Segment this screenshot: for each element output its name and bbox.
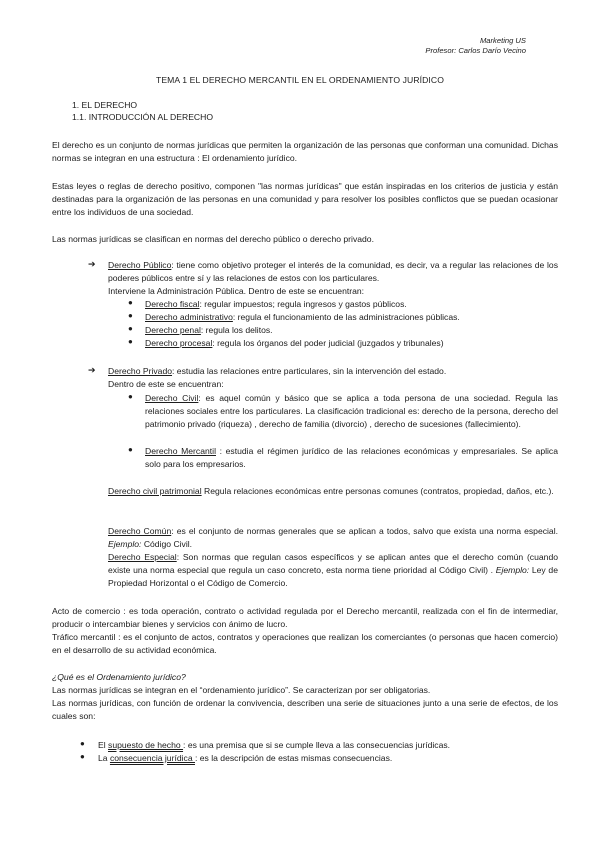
paragraph-definition: El derecho es un conjunto de normas jurídicas que permiten la organización de las personas que conforman una comunidad. Dichas normas se integran en una estructura : El ordenamiento jurídico.	[52, 140, 558, 163]
bullet-icon: ●	[80, 752, 85, 761]
arrow-icon: ➔	[88, 259, 96, 269]
list-item	[145, 298, 558, 311]
privado-term: Derecho Privado	[108, 366, 173, 376]
arrow-icon: ➔	[88, 365, 96, 375]
trafico-mercantil-paragraph: Tráfico mercantil : es el conjunto de actos, contratos y operaciones que realizan los comerciantes (o personas que hacen comercio) en el desarrollo de su actividad económica.	[52, 632, 558, 655]
comun-text: : es el conjunto de normas generales que se aplican a todos, salvo que exista una norma especial.	[171, 526, 559, 536]
ejemplo-text: Ley de Propiedad Horizontal o el Código de Comercio.	[108, 564, 558, 588]
item-text: : es la descripción de estas mismas consecuencias.	[194, 753, 393, 763]
paragraph-leyes: Estas leyes o reglas de derecho positivo, componen "las normas jurídicas" que están inspiradas en los criterios de justicia y están destinadas para la organización de las personas en una comunidad y para resolver los posibles conflictos que se puedan ocasionar entre los individuos de una sociedad.	[52, 181, 558, 217]
civil-patrimonial-text: Regula relaciones económicas entre personas comunes (contratos, propiedad, daños, etc.).	[201, 486, 554, 496]
item-text: : es aquel común y básico que se aplica a toda persona de una sociedad. Regula las relaciones sociales entre los particulares. La clasificación tradicional es: derecho de la persona, derecho del patrimonio privado (riqueza) , derecho de familia (divorcio) , derecho de sucesiones (fallecimiento).	[145, 393, 558, 429]
bullet-icon: ●	[128, 311, 133, 320]
paragraph-clasificacion: Las normas jurídicas se clasifican en normas del derecho público o derecho privado.	[52, 234, 374, 244]
comun-term: Derecho Común	[108, 526, 172, 536]
privado-intro: Dentro de este se encuentran:	[108, 378, 224, 389]
acto-comercio-paragraph: Acto de comercio : es toda operación, contrato o actividad regulada por el Derecho mercantil, realizada con el fin de intermediar, producir o intercambiar bienes y servicios con ánimo de lucro.	[52, 606, 558, 629]
publico-text: : tiene como objetivo proteger el interés de la comunidad, es decir, va a regular las relaciones de los poderes públicos entre sí y las relaciones de estos con los particulares.	[108, 260, 558, 283]
comun-paragraph	[108, 525, 558, 551]
publico-term: Derecho Público	[108, 260, 172, 270]
item-prefix: El	[98, 740, 109, 750]
item-term: Derecho fiscal	[145, 299, 200, 309]
course-name: Marketing US	[479, 36, 526, 45]
item-term: Derecho administrativo	[145, 312, 233, 322]
ordenamiento-paragraph-2: Las normas jurídicas, con función de ordenar la convivencia, describen una serie de situaciones junto a una serie de efectos, de los cuales son:	[52, 698, 558, 721]
especial-term: Derecho Especial	[108, 552, 177, 562]
bullet-icon: ●	[128, 337, 133, 346]
publico-intro: Interviene la Administración Pública. Dentro de este se encuentran:	[108, 285, 365, 296]
item-text: : es una premisa que si se cumple lleva a las consecuencias jurídicas.	[183, 740, 451, 750]
document-title: TEMA 1 EL DERECHO MERCANTIL EN EL ORDENAMIENTO JURÍDICO	[155, 75, 445, 85]
item-term: supuesto de hecho	[108, 740, 184, 750]
ejemplo-label: Ejemplo:	[495, 564, 530, 575]
subsection-heading: 1.1. INTRODUCCIÓN AL DERECHO	[72, 112, 214, 122]
publico-block	[108, 259, 558, 297]
privado-text: : estudia las relaciones entre particulares, sin la intervención del estado.	[172, 366, 447, 376]
civil-patrimonial-paragraph	[108, 485, 558, 498]
ordenamiento-paragraph-1: Las normas jurídicas se integran en el “ordenamiento jurídico”. Se caracterizan por ser obligatorias.	[52, 685, 431, 695]
bullet-icon: ●	[128, 324, 133, 333]
especial-text: : Son normas que regulan casos específicos y se aplican antes que el derecho común (cuando existe una norma especial que regula un caso concreto, esta norma tiene prioridad al Código Civil) .	[108, 552, 559, 575]
list-item	[145, 311, 558, 324]
section-heading: 1. EL DERECHO	[72, 100, 138, 110]
item-text: : regula el funcionamiento de las administraciones públicas.	[232, 312, 460, 322]
item-text: : estudia el régimen jurídico de las relaciones económicas y empresariales. Se aplica solo para los empresarios.	[145, 446, 558, 469]
bullet-icon: ●	[128, 298, 133, 307]
bullet-icon: ●	[128, 392, 133, 401]
civil-patrimonial-term: Derecho civil patrimonial	[108, 486, 202, 496]
list-item	[98, 739, 558, 752]
item-prefix: La	[98, 753, 110, 763]
item-text: : regula los delitos.	[200, 325, 273, 335]
ejemplo-label: Ejemplo:	[108, 538, 142, 549]
item-text: : regula los órganos del poder judicial (juzgados y tribunales)	[212, 338, 444, 348]
item-term: Derecho Mercantil	[145, 446, 216, 456]
list-item	[145, 324, 558, 337]
bullet-icon: ●	[80, 739, 85, 748]
item-term: Derecho procesal	[145, 338, 213, 348]
page-header	[425, 36, 526, 56]
question-heading: ¿Qué es el Ordenamiento jurídico?	[52, 672, 186, 682]
privado-block	[108, 365, 558, 391]
list-item	[145, 392, 558, 430]
list-item	[145, 337, 558, 350]
bullet-icon: ●	[128, 445, 133, 454]
especial-paragraph	[108, 551, 558, 589]
list-item	[98, 752, 558, 765]
item-term: Derecho Civil	[145, 393, 199, 403]
item-term: Derecho penal	[145, 325, 201, 335]
item-text: : regular impuestos; regula ingresos y gastos públicos.	[199, 299, 407, 309]
item-term: consecuencia jurídica	[109, 753, 195, 763]
ejemplo-text: Código Civil.	[141, 538, 193, 549]
list-item	[145, 445, 558, 471]
professor-name: Profesor: Carlos Darío Vecino	[425, 46, 526, 55]
